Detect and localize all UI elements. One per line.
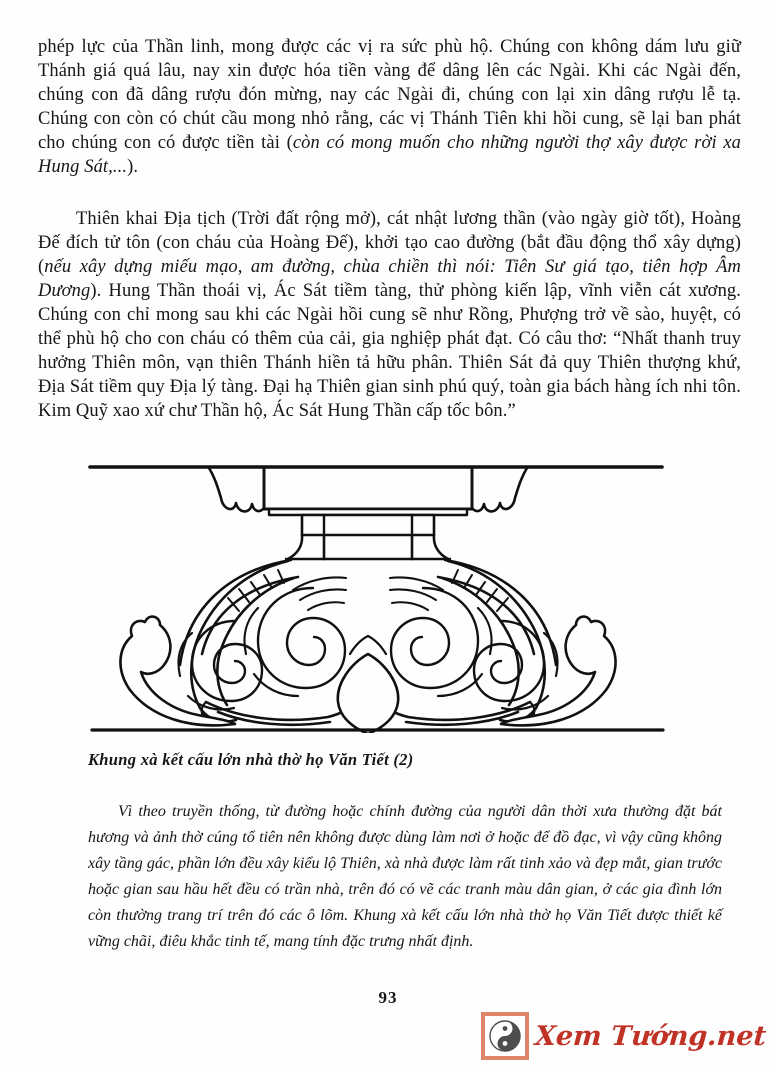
pedestal — [302, 515, 434, 535]
corbel-block-group — [264, 467, 472, 559]
brow-arcs — [293, 578, 346, 611]
corbel-block — [264, 467, 472, 509]
paragraph-prayer: phép lực của Thần linh, mong được các vị ra sức phù hộ. Chúng con không dám lưu giữ Thánh giá quá lâu, nay xin được hóa tiền vàng để dâng lên các Ngài. Khi các Ngài đến, chúng con đã dâng rượu đón mừng, nay các Ngài đi, chúng con lại xin dâng rượu lễ tạ. Chúng con còn có chút cầu mong nhỏ rằng, các vị Thánh Tiên khi hồi cung, sẽ lại ban phát cho chúng con có được tiền tài (còn có mong muốn cho những người thợ xây được rời xa Hung Sát,...). — [38, 36, 742, 177]
leaf-upper — [206, 702, 356, 720]
figure-caption: Khung xà kết cấu lớn nhà thờ họ Văn Tiết (2) — [88, 750, 414, 769]
watermark-text: Xem Tướng.net — [533, 1020, 768, 1052]
page-number: 93 — [378, 988, 398, 1007]
beam-bracket-drawing — [88, 458, 668, 733]
central-bud — [338, 654, 398, 733]
dome-arc — [180, 560, 291, 665]
yin-yang-frame — [481, 1012, 529, 1060]
cloud-flank — [209, 468, 264, 511]
figure-description: Vì theo truyền thống, từ đường hoặc chính đường của người dân thời xưa thường đặt bát hương và ảnh thờ cúng tổ tiên nên không được dùng làm nơi ở hoặc để đồ đạc, vì vậy cũng không xây tầng gác, phần lớn đều xây kiểu lộ Thiên, xà nhà được làm rất tinh xảo và đẹp mắt, gian trước hoặc gian sau hầu hết đều có trần nhà, trên đó có vẽ các tranh màu dân gian, ở các gia đình lớn còn thường trang trí trên đó các ô lõm. Khung xà kết cấu lớn nhà thờ họ Văn Tiết được thiết kế vững chãi, điêu khắc tinh tế, mang tính đặc trưng nhất định. — [88, 803, 722, 950]
leg-right-outer — [434, 535, 448, 559]
leg-left-outer — [288, 535, 302, 559]
watermark — [481, 1012, 766, 1060]
bud-connector — [350, 636, 368, 654]
paragraph-incantation: Thiên khai Địa tịch (Trời đất rộng mở), cát nhật lương thần (vào ngày giờ tốt), Hoàng Đế đích tử tôn (con cháu của Hoàng Đế), khởi tạo cao đường (bắt đầu động thổ xây dựng) (nếu xây dựng miếu mạo, am đường, chùa chiền thì nói: Tiên Sư giá tạo, tiên hợp Âm Dương). Hung Thần thoái vị, Ác Sát tiềm tàng, thử phòng kiến lập, vĩnh viễn cát xương. Chúng con chỉ mong sau khi các Ngài hồi cung sẽ như Rồng, Phượng trở về sào, huyệt, có thể phù hộ cho con cháu có thêm của cải, gia nghiệp phát đạt. Có câu thơ: “Nhất thanh truy hưởng Thiên môn, vạn thiên Thánh hiền tả hữu phân. Thiên Sát đả quy Thiên thượng khứ, Địa Sát tiềm quy Địa lý tàng. Đại hạ Thiên gian sinh phú quý, toàn gia bách hàng ích nhi tôn. Kim Quỹ xao xứ chư Thần hộ, Ác Sát Hung Thần cấp tốc bôn.” — [38, 208, 741, 421]
beam-bracket-figure — [88, 458, 668, 733]
hatch-ticks — [228, 570, 284, 611]
yin-yang-icon — [488, 1019, 522, 1053]
dome-band — [202, 577, 298, 654]
